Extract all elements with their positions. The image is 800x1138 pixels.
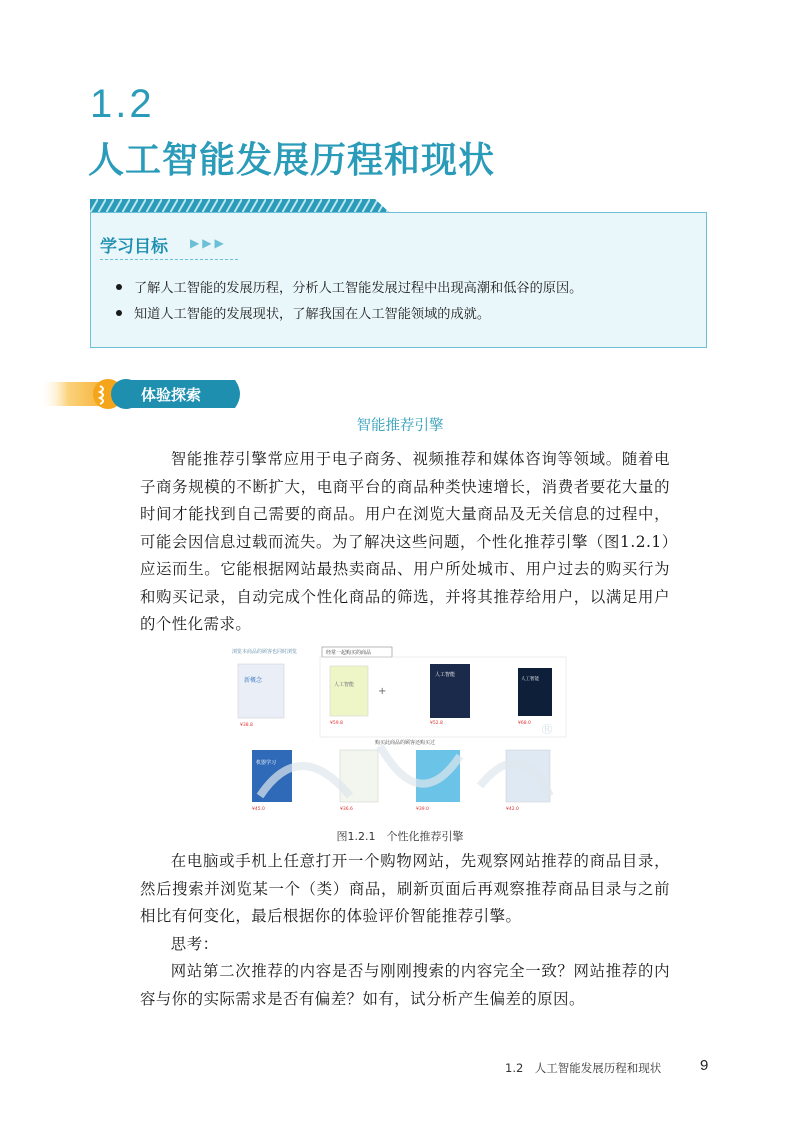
learning-goals-arrows: ▶▶▶ bbox=[190, 236, 227, 250]
recommendation-figure bbox=[230, 646, 568, 826]
book-cover bbox=[506, 750, 550, 802]
bullet-icon bbox=[116, 284, 122, 290]
subsection-title: 智能推荐引擎 bbox=[356, 418, 444, 434]
registered-mark: ® bbox=[540, 722, 554, 738]
plus-sign: + bbox=[378, 686, 387, 697]
price-label: ¥68.0 bbox=[518, 721, 531, 726]
price-label: ¥42.0 bbox=[506, 807, 519, 812]
running-title: 1.2 人工智能发展历程和现状 bbox=[505, 1061, 662, 1075]
book-title: 机器学习 bbox=[256, 760, 277, 766]
paragraph-text: 智能推荐引擎常应用于电子商务、视频推荐和媒体咨询等领域。随着电子商务规模的不断扩大，电商平台的商品种类快速增长，消费者要花大量的时间才能找到自己需要的商品。用户在浏览大量商品及无关信息的过程中，可能会因信息过载而流失。为了解决这些问题，个性化推荐引擎（图1.2.1）应运而生。它能根据网站最热卖商品、用户所处城市、用户过去的购买行为和购买记录，自动完成个性化商品的筛选，并将其推荐给用户，以满足用户的个性化需求。 bbox=[140, 450, 670, 633]
figure-top-left-label: 浏览本商品的顾客也同时浏览 bbox=[232, 649, 298, 655]
book-title: 人工智能 bbox=[435, 672, 456, 678]
goal-item-text: 知道人工智能的发展现状，了解我国在人工智能领域的成就。 bbox=[134, 307, 491, 322]
book-cover bbox=[518, 668, 552, 716]
goal-decorative-stripe bbox=[90, 199, 390, 213]
price-label: ¥38.8 bbox=[240, 723, 253, 728]
figure-mid-label: 购买此商品的顾客还购买过 bbox=[374, 740, 436, 746]
price-label: ¥36.6 bbox=[340, 807, 353, 812]
page-number: 9 bbox=[700, 1057, 709, 1074]
section-number: 1.2 bbox=[90, 82, 155, 126]
book-cover bbox=[330, 666, 368, 716]
goal-item bbox=[116, 303, 490, 322]
paragraph-text: 在电脑或手机上任意打开一个购物网站，先观察网站推荐的商品目录，然后搜索并浏览某一个（类）商品，刷新页面后再观察推荐商品目录与之前相比有何变化，最后根据你的体验评价智能推荐引擎。 bbox=[140, 852, 670, 925]
figure-caption: 图1.2.1 个性化推荐引擎 bbox=[336, 830, 464, 843]
bullet-icon bbox=[116, 310, 122, 316]
price-label: ¥52.8 bbox=[430, 721, 443, 726]
paragraph-activity bbox=[140, 848, 670, 1013]
paragraph-text: 网站第二次推荐的内容是否与刚刚搜索的内容完全一致？网站推荐的内容与你的实际需求是否有偏差？如有，试分析产生偏差的原因。 bbox=[140, 962, 670, 1008]
book-cover bbox=[238, 664, 284, 718]
goal-item bbox=[116, 277, 582, 296]
think-label: 思考： bbox=[170, 934, 219, 953]
book-title: 人工智能 bbox=[334, 682, 355, 688]
section-title: 人工智能发展历程和现状 bbox=[88, 140, 496, 181]
price-label: ¥59.8 bbox=[330, 721, 343, 726]
paragraph-intro bbox=[140, 446, 670, 639]
price-label: ¥39.0 bbox=[416, 807, 429, 812]
price-label: ¥45.0 bbox=[252, 807, 265, 812]
goal-item-text: 了解人工智能的发展历程，分析人工智能发展过程中出现高潮和低谷的原因。 bbox=[134, 281, 583, 296]
book-title: 人工智能 bbox=[521, 677, 539, 682]
explore-label: 体验探索 bbox=[141, 386, 202, 404]
learning-goals-divider bbox=[100, 259, 238, 260]
figure-bundle-label: 经常一起购买的商品 bbox=[326, 650, 372, 656]
book-title: 新概念 bbox=[244, 677, 263, 684]
learning-goals-title: 学习目标 bbox=[100, 237, 168, 257]
